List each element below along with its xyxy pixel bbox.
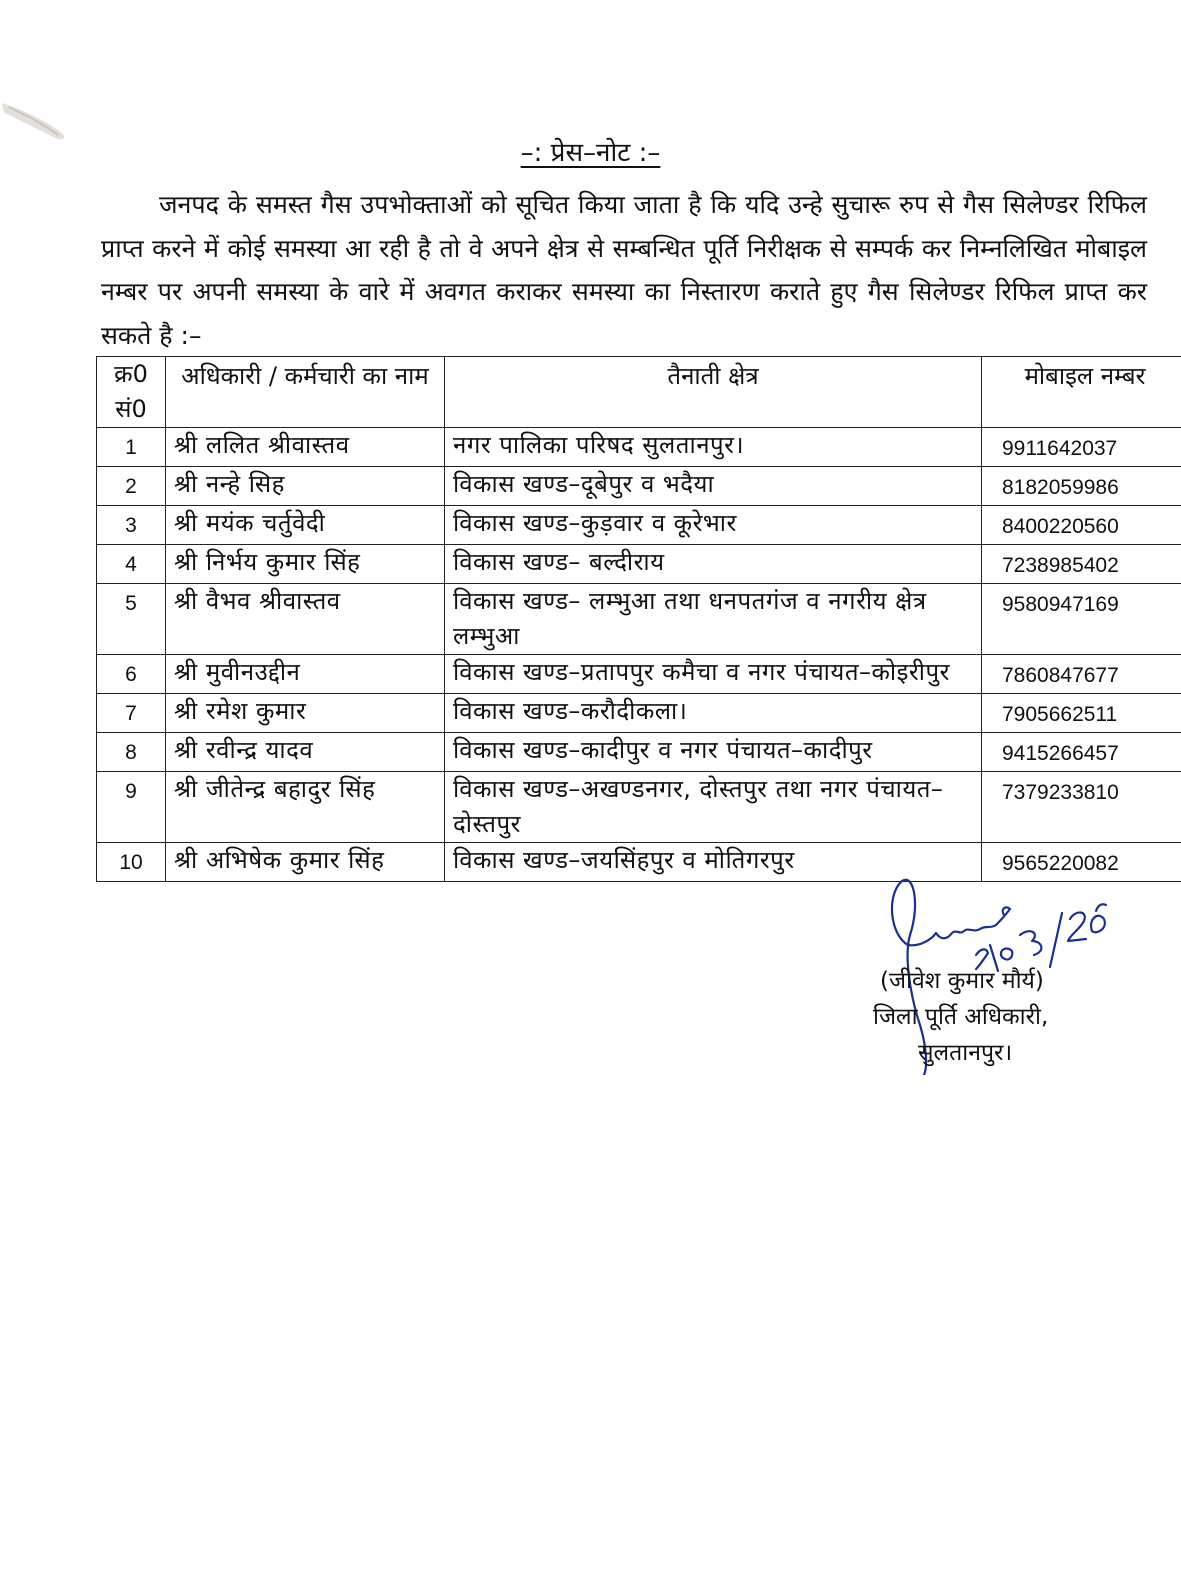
cell-mobile: 9911642037: [982, 428, 1181, 467]
cell-name: श्री जीतेन्द्र बहादुर सिंह: [166, 772, 445, 843]
page-title: [0, 136, 1181, 170]
cell-mobile: 8182059986: [982, 467, 1181, 506]
cell-name: श्री रमेश कुमार: [166, 694, 445, 733]
cell-serial: 8: [97, 733, 166, 772]
table-row: [97, 428, 1181, 467]
table-header-row: [97, 357, 1181, 428]
cell-area: विकास खण्ड–दूबेपुर व भदैया: [445, 467, 982, 506]
cell-name: श्री ललित श्रीवास्तव: [166, 428, 445, 467]
cell-area: विकास खण्ड–करौदीकला।: [445, 694, 982, 733]
officer-place: सुलतानपुर।: [918, 1040, 1013, 1066]
header-name: अधिकारी / कर्मचारी का नाम: [166, 357, 445, 428]
table-row: [97, 694, 1181, 733]
cell-name: श्री रवीन्द्र यादव: [166, 733, 445, 772]
cell-name: श्री निर्भय कुमार सिंह: [166, 545, 445, 584]
cell-serial: 4: [97, 545, 166, 584]
officer-designation: जिला पूर्ति अधिकारी,: [873, 1004, 1049, 1030]
cell-serial: 6: [97, 655, 166, 694]
cell-serial: 5: [97, 584, 166, 655]
cell-area: विकास खण्ड–प्रतापपुर कमैचा व नगर पंचायत–कोइरीपुर: [445, 655, 982, 694]
header-area: तैनाती क्षेत्र: [445, 357, 982, 428]
cell-name: श्री मयंक चर्तुवेदी: [166, 506, 445, 545]
officer-table: [96, 356, 1181, 882]
cell-area: विकास खण्ड– बल्दीराय: [445, 545, 982, 584]
table-row: [97, 545, 1181, 584]
intro-paragraph: जनपद के समस्त गैस उपभोक्ताओं को सूचित किया जाता है कि यदि उन्हे सुचारू रुप से गैस सिलेण्डर रिफिल प्राप्त करने में कोई समस्या आ रही है तो वे अपने क्षेत्र से सम्बन्धित पूर्ति निरीक्षक से सम्पर्क कर निम्नलिखित मोबाइल नम्बर पर अपनी समस्या के वारे में अवगत कराकर समस्या का निस्तारण कराते हुए गैस सिलेण्डर रिफिल प्राप्त कर सकते है :–: [101, 190, 1147, 350]
table-row: [97, 467, 1181, 506]
header-mobile: मोबाइल नम्बर: [982, 357, 1181, 428]
officer-name: (जीवेश कुमार मौर्य): [880, 968, 1044, 994]
cell-mobile: 7379233810: [982, 772, 1181, 843]
table-row: [97, 733, 1181, 772]
cell-serial: 9: [97, 772, 166, 843]
cell-mobile: 8400220560: [982, 506, 1181, 545]
cell-name: श्री अभिषेक कुमार सिंह: [166, 843, 445, 882]
header-serial: क्र0 सं0: [97, 357, 166, 428]
cell-area: विकास खण्ड– लम्भुआ तथा धनपतगंज व नगरीय क्षेत्र लम्भुआ: [445, 584, 982, 655]
table-row: [97, 772, 1181, 843]
cell-area: नगर पालिका परिषद सुलतानपुर।: [445, 428, 982, 467]
cell-name: श्री वैभव श्रीवास्तव: [166, 584, 445, 655]
cell-area: विकास खण्ड–अखण्डनगर, दोस्तपुर तथा नगर पंचायत–दोस्तपुर: [445, 772, 982, 843]
table-row: [97, 584, 1181, 655]
cell-mobile: 9415266457: [982, 733, 1181, 772]
cell-serial: 2: [97, 467, 166, 506]
cell-mobile: 7905662511: [982, 694, 1181, 733]
cell-serial: 3: [97, 506, 166, 545]
cell-mobile: 9565220082: [982, 843, 1181, 882]
cell-area: विकास खण्ड–कादीपुर व नगर पंचायत–कादीपुर: [445, 733, 982, 772]
title-text: –: प्रेस–नोट :–: [520, 138, 661, 168]
cell-serial: 1: [97, 428, 166, 467]
cell-mobile: 9580947169: [982, 584, 1181, 655]
cell-area: विकास खण्ड–कुड़वार व कूरेभार: [445, 506, 982, 545]
cell-name: श्री नन्हे सिह: [166, 467, 445, 506]
cell-area: विकास खण्ड–जयसिंहपुर व मोतिगरपुर: [445, 843, 982, 882]
cell-serial: 10: [97, 843, 166, 882]
table-row: [97, 506, 1181, 545]
cell-mobile: 7238985402: [982, 545, 1181, 584]
cell-serial: 7: [97, 694, 166, 733]
cell-mobile: 7860847677: [982, 655, 1181, 694]
cell-name: श्री मुवीनउद्दीन: [166, 655, 445, 694]
table-row: [97, 655, 1181, 694]
